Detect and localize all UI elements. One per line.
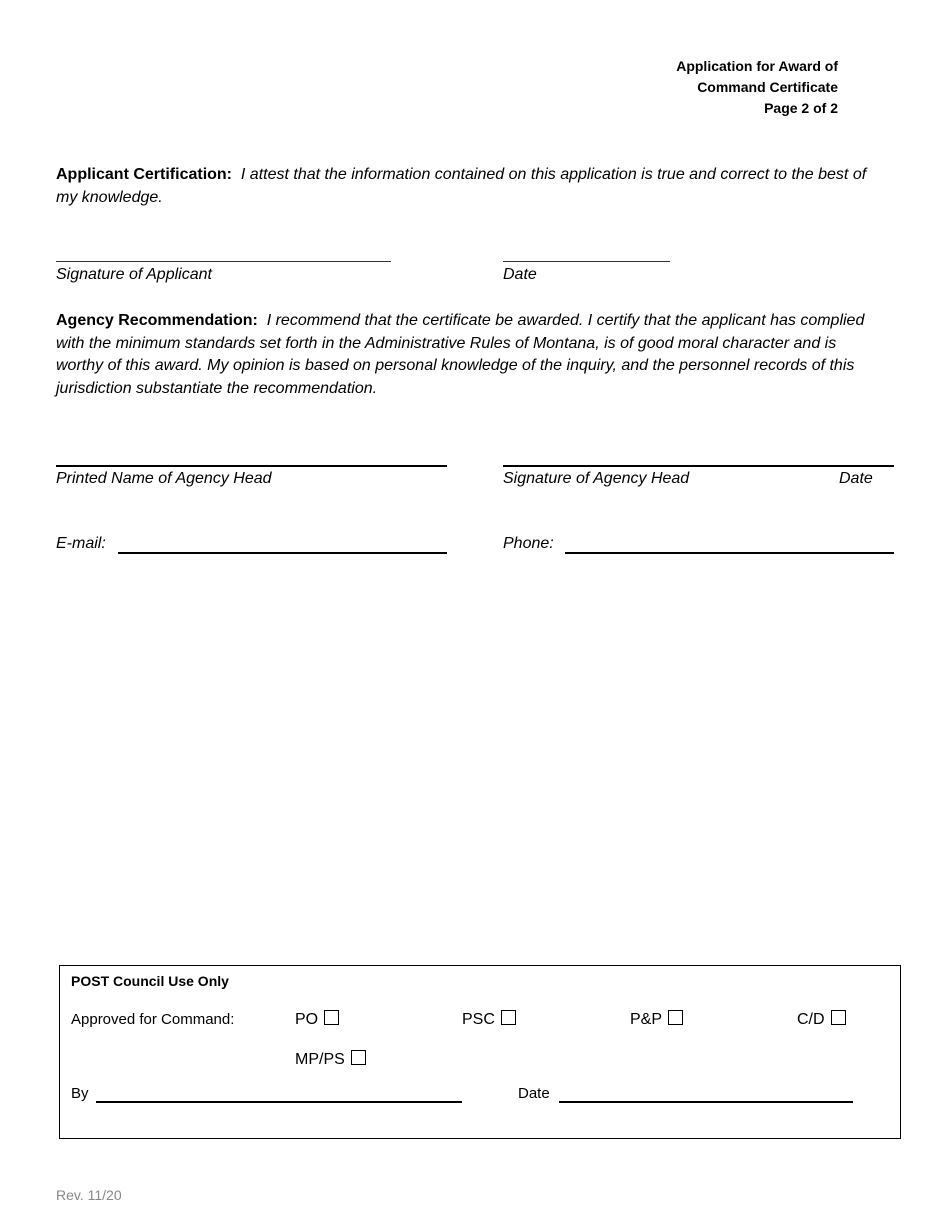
post-date-field[interactable] [559,1101,853,1103]
applicant-certification-heading: Applicant Certification: [56,166,233,183]
option-mpps [295,1050,366,1069]
option-mpps-label: MP/PS [295,1051,345,1068]
post-council-box [59,965,901,1139]
option-po-label: PO [295,1011,319,1028]
revision-label: Rev. 11/20 [56,1187,122,1203]
by-label: By [71,1085,89,1102]
option-cd-label: C/D [797,1011,825,1028]
checkbox-cd[interactable] [831,1010,846,1025]
applicant-signature-label: Signature of Applicant [56,266,212,283]
option-psc [462,1010,516,1029]
option-pp [630,1010,683,1029]
phone-field[interactable] [565,552,894,554]
applicant-date-field[interactable] [503,261,670,262]
agency-recommendation-heading: Agency Recommendation: [56,312,258,329]
by-field[interactable] [96,1101,462,1103]
agency-signature-label: Signature of Agency Head [503,470,690,487]
post-date-label: Date [518,1085,550,1102]
post-council-title: POST Council Use Only [71,973,229,989]
applicant-signature-field[interactable] [56,261,391,262]
applicant-certification-text: I attest that the information contained on this application is true and correct to the best of my knowledge. [56,166,867,206]
printed-name-field[interactable] [56,465,447,467]
agency-recommendation [56,310,886,400]
header-page-number: Page 2 of 2 [764,100,838,116]
option-psc-label: PSC [462,1011,495,1028]
checkbox-mpps[interactable] [351,1050,366,1065]
printed-name-label: Printed Name of Agency Head [56,470,272,487]
applicant-date-label: Date [503,266,537,283]
option-po [295,1010,339,1029]
agency-date-label: Date [839,470,873,487]
email-label: E-mail: [56,535,106,552]
checkbox-po[interactable] [324,1010,339,1025]
phone-label: Phone: [503,535,554,552]
header-title-line2: Command Certificate [697,79,838,95]
checkbox-psc[interactable] [501,1010,516,1025]
option-cd [797,1010,846,1029]
checkbox-pp[interactable] [668,1010,683,1025]
approved-for-command-label: Approved for Command: [71,1011,235,1028]
applicant-certification [56,164,886,209]
email-field[interactable] [118,552,447,554]
agency-recommendation-text: I recommend that the certificate be awarded. I certify that the applicant has complied with the minimum standards set forth in the Administrative Rules of Montana, is of good moral character and is worthy of this award. My opinion is based on personal knowledge of the inquiry, and the personnel records of this jurisdiction substantiate the recommendation. [56,312,865,397]
agency-signature-field[interactable] [503,465,894,467]
option-pp-label: P&P [630,1011,663,1028]
header-title-line1: Application for Award of [676,58,838,74]
form-header [676,56,838,119]
